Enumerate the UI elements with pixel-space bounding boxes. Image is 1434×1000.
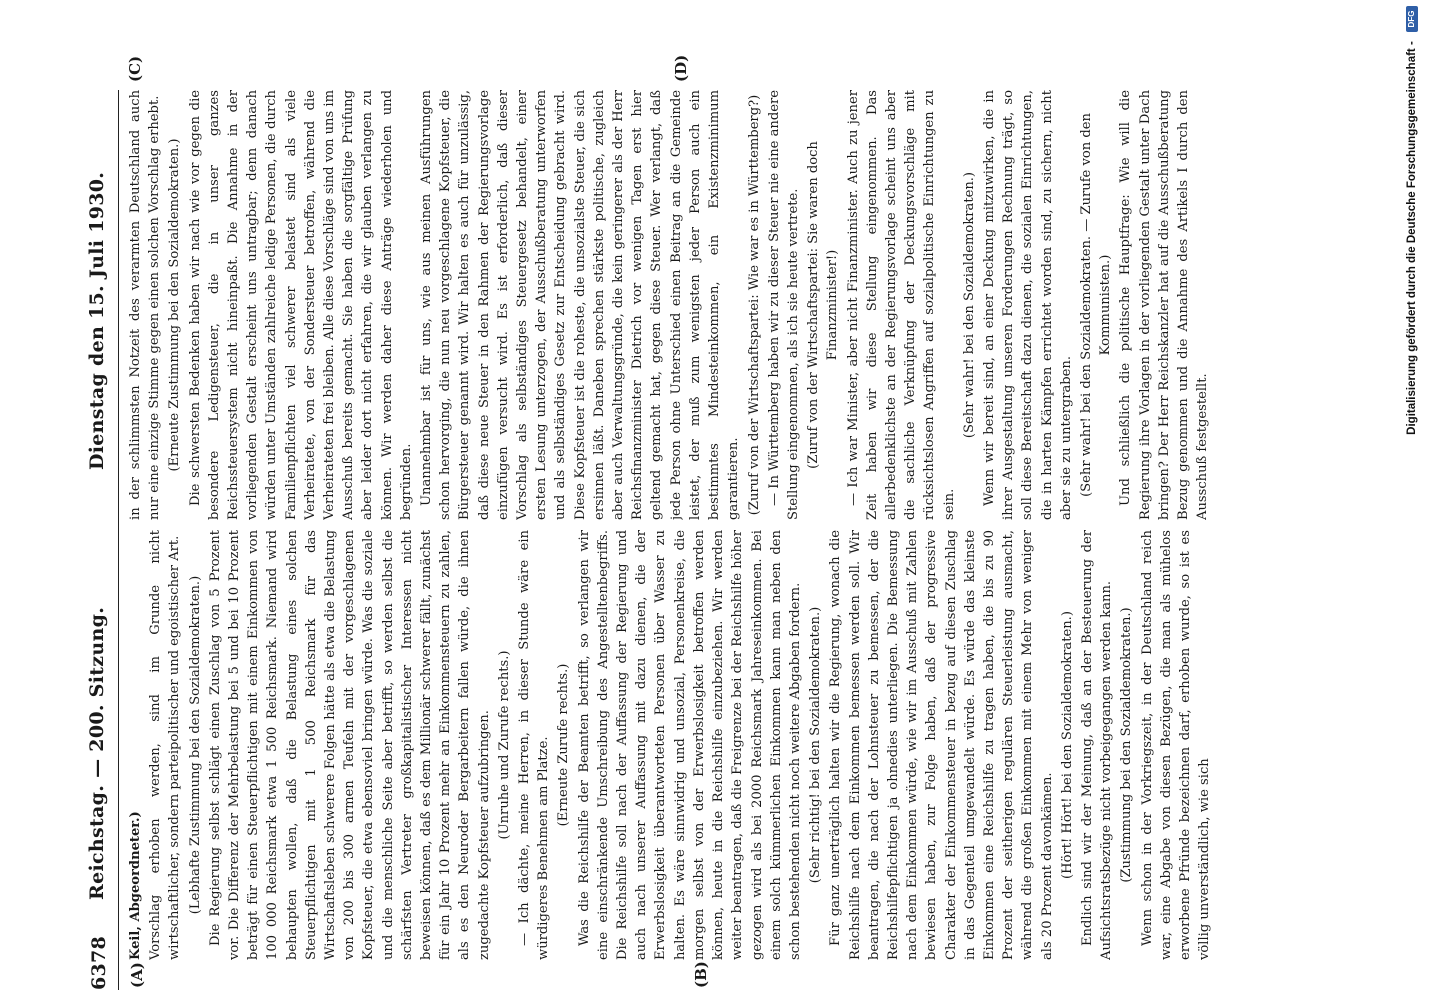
margin-marker-a: (A) <box>128 962 146 988</box>
paragraph: Wenn schon in der Vorkriegszeit, in der Deutschland reich war, eine Abgabe von diesen Bezügen, die man als mühelos erworbene Pfründe bezeichnen darf, erhoben wurde, so ist es völlig unverständlich, wie sich <box>1139 530 1213 960</box>
scanned-page <box>82 54 1327 990</box>
paragraph: Wenn wir bereit sind, an einer Deckung mitzuwirken, die in ihrer Ausgestaltung unseren Forderungen Rechnung trägt, so soll diese Bereitschaft dazu dienen, die sozialen Einrichtungen, die in harten Kämpfen errichtet worden sind, zu sichern, nicht aber sie zu untergraben. <box>981 90 1074 520</box>
paragraph: Endlich sind wir der Meinung, daß an der Besteuerung der Aufsichtsratsbezüge nicht vorbeigegangen werden kann. <box>1079 530 1115 960</box>
paragraph: (Lebhafte Zustimmung bei den Sozialdemokraten.) <box>187 575 203 915</box>
dfg-watermark <box>1393 6 1431 994</box>
session-title: Reichstag. — 200. Sitzung. <box>86 606 108 900</box>
watermark-text: Digitalisierung gefördert durch die Deutsche Forschungsgemeinschaft - <box>1406 41 1418 435</box>
page-number: 6378 <box>88 935 110 990</box>
paragraph: (Sehr wahr! bei den Sozialdemokraten.) <box>961 171 977 439</box>
paragraph: Unannehmbar ist für uns, wie aus meinen Ausführungen schon hervorging, die nun neu vorgeschlagene Kopfsteuer, die Bürgersteuer genannt wird. Wir halten es auch für unzulässig, daß diese neue Steuer in den Rahmen der Regierungsvorlage einzufügen versucht wird. Es ist erforderlich, daß dieser Vorschlag als selbständiges Steuergesetz behandelt, einer ersten Lesung unterzogen, der Ausschußberatung unterworfen und als selbständiges Gesetz zur Entscheidung gebracht wird. Diese Kopfsteuer ist die roheste, die unsozialste Steuer, die sich ersinnen läßt. Daneben sprechen stärkste politische, zugleich aber auch Verwaltungsgründe, die kein geringerer als der Herr Reichsfinanzminister Dietrich vor wenigen Tagen erst hier geltend gemacht hat, gegen diese Steuer. Wer verlangt, daß jede Person ohne Unterschied einen Beitrag an die Gemeinde leistet, der muß zum wenigsten jeder Person auch ein bestimmtes Mindesteinkommen, ein Existenzminimum garantieren. <box>419 90 742 520</box>
paragraph: (Sehr wahr! bei den Sozialdemokraten. — Zurufe von den Kommunisten.) <box>1078 113 1114 497</box>
paragraph: Die Regierung selbst schlägt einen Zuschlag von 5 Prozent vor. Die Differenz der Mehrbelastung bei 5 und bei 10 Prozent beträgt für einen Steuerpflichtigen mit einem Einkommen von 100 000 Reichsmark etwa 1 500 Reichsmark. Niemand wird behaupten wollen, daß die Belastung eines solchen Steuerpflichtigen mit 1 500 Reichsmark für das Wirtschaftsleben schwerere Folgen hätte als etwa die Belastung von 200 bis 300 armen Teufeln mit der vorgeschlagenen Kopfsteuer, die etwa ebensoviel bringen würde. Was die soziale und die menschliche Seite aber betrifft, so werden selbst die schärfsten Vertreter großkapitalistischer Interessen nicht beweisen können, daß es dem Millionär schwerer fällt, zunächst für ein Jahr 10 Prozent mehr an Einkommensteuern zu zahlen, als es den Neuroder Bergarbeitern fallen würde, die ihnen zugedachte Kopfsteuer aufzubringen. <box>207 530 492 960</box>
paragraph: in der schlimmsten Notzeit des verarmten Deutschland auch nur eine einzige Stimme gegen einen solchen Vorschlag erhebt. <box>128 90 163 520</box>
paragraph: — In Württemberg haben wir zu dieser Steuer nie eine andere Stellung eingenommen, als ich sie heute vertrete. <box>766 90 801 520</box>
paragraph: (Zuruf von der Wirtschaftspartei: Wie war es in Württemberg?) <box>746 94 762 516</box>
margin-marker-d: (D) <box>672 54 690 82</box>
paragraph: Vorschlag erhoben werden, sind im Grunde nicht wirtschaftlicher, sondern parteipolitischer und egoistischer Art. <box>148 530 183 960</box>
page-header <box>82 90 116 990</box>
paragraph: Keil, Abgeordneter.) <box>128 811 143 960</box>
paragraph: (Zustimmung bei den Sozialdemokraten.) <box>1119 607 1135 883</box>
paragraph: (Unruhe und Zurufe rechts.) <box>496 650 512 840</box>
header-rule <box>118 90 119 990</box>
paragraph: (Erneute Zustimmung bei den Sozialdemokraten.) <box>167 138 183 472</box>
left-column <box>126 530 1316 960</box>
paragraph: — Ich dächte, meine Herren, in dieser Stunde wäre ein würdigeres Benehmen am Platze. <box>517 530 552 960</box>
dfg-logo: DFG <box>1406 6 1418 32</box>
margin-marker-b: (B) <box>692 961 710 988</box>
paragraph: — Ich war Minister, aber nicht Finanzminister. Auch zu jener Zeit haben wir diese Stellung eingenommen. Das allerbedenklichste an der Regierungsvorlage scheint uns aber die sachliche Verknüpfung der Deckungsvorschläge mit rücksichtslosen Angriffen auf sozialpolitische Einrichtungen zu sein. <box>845 90 957 520</box>
paragraph: Die schwersten Bedenken haben wir nach wie vor gegen die besondere Ledigensteuer, die in unser ganzes Reichssteuersystem nicht hineinpaßt. Die Annahme in der vorliegenden Gestalt erscheint uns untragbar; denn danach würden unter Umständen zahlreiche ledige Personen, die durch Familienpflichten viel schwerer belastet sind als viele Verheiratete, von der Sondersteuer betroffen, während die Verheirateten frei bleiben. Alle diese Vorschläge sind von uns im Ausschuß bereits gemacht. Sie haben die sorgfältige Prüfung aber leider dort nicht erfahren, die wir glauben verlangen zu können. Wir werden daher diese Anträge wiederholen und begründen. <box>187 90 414 520</box>
paragraph: (Hört! Hört! bei den Sozialdemokraten.) <box>1059 611 1075 879</box>
session-date: Dienstag den 15. Juli 1930. <box>86 171 108 470</box>
margin-marker-c: (C) <box>126 55 144 82</box>
paragraph: (Sehr richtig! bei den Sozialdemokraten.) <box>808 606 824 884</box>
paragraph: (Zuruf von der Wirtschaftspartei: Sie waren doch Finanzminister!) <box>806 141 841 469</box>
paragraph: Was die Reichshilfe der Beamten betrifft, so verlangen wir eine einschränkende Umschreibung des Angestelltenbegriffs. Die Reichshilfe soll nach der Auffassung der Regierung und auch nach unserer Auffassung mit dazu dienen, die der Erwerbslosigkeit überantworteten Personen über Wasser zu halten. Es wäre sinnwidrig und unsozial, Personenkreise, die morgen selbst von der Erwerbslosigkeit betroffen werden können, heute in die Reichshilfe einzubeziehen. Wir werden weiter beantragen, daß die Freigrenze bei der Reichshilfe höher gezogen wird als bei 2000 Reichsmark Jahreseinkommen. Bei einem solch kümmerlichen Einkommen kann man neben den schon bestehenden nicht noch weitere Abgaben fordern. <box>576 530 803 960</box>
paragraph: Und schließlich die politische Hauptfrage: Wie will die Regierung ihre Vorlagen in der vorliegenden Gestalt unter Dach bringen? Der Herr Reichskanzler hat auf die Ausschußberatung Bezug genommen und die Annahme des Artikels I durch den Ausschuß festgestellt. <box>1118 90 1211 520</box>
right-column <box>126 90 1316 520</box>
paragraph: Für ganz unerträglich halten wir die Regierung, wonach die Reichshilfe nach dem Einkommen bemessen werden soll. Wir beantragen, die nach der Lohnsteuer zu bemessen, der die Reichshilfepflichtigen ja ohnedies unterliegen. Die Bemessung nach dem Einkommen würde, wie wir im Ausschuß mit Zahlen bewiesen haben, zur Folge haben, daß der progressive Charakter der Einkommensteuer in bezug auf diesen Zuschlag in das Gegenteil umgewandelt würde. Es würde das kleinste Einkommen eine Reichshilfe zu tragen haben, die bis zu 90 Prozent der seitherigen regulären Steuerleistung ausmacht, während die großen Einkommen mit einem Mehr von weniger als 20 Prozent davonkämen. <box>828 530 1055 960</box>
paragraph: (Erneute Zurufe rechts.) <box>556 663 572 827</box>
